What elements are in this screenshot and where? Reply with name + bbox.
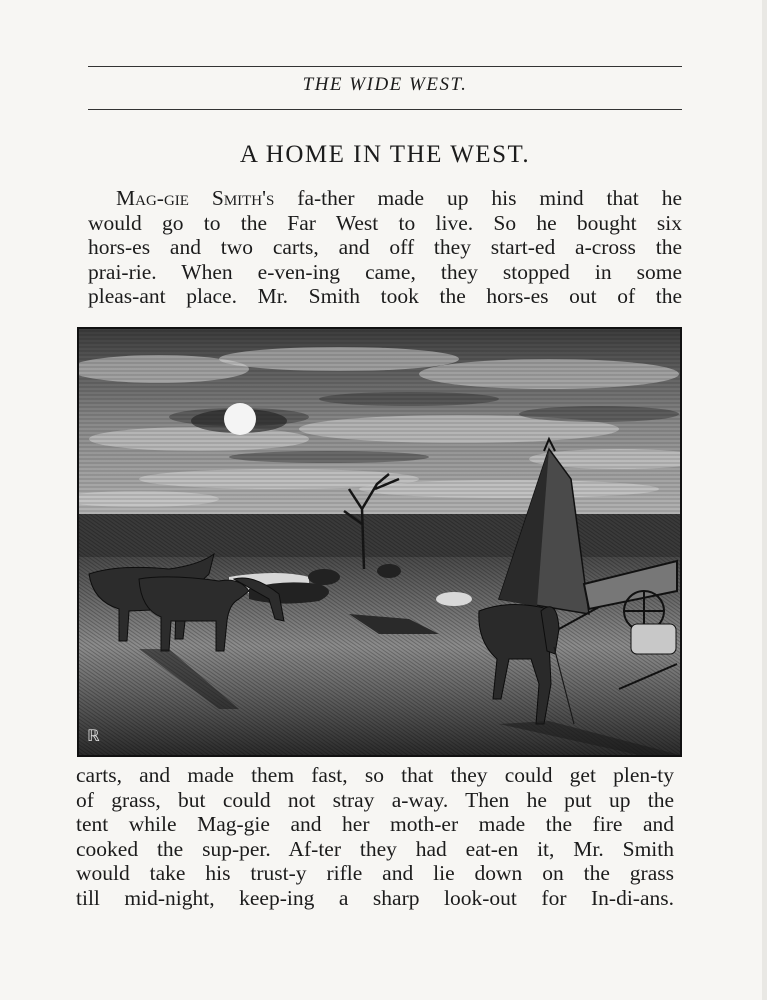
running-head: THE WIDE WEST.	[302, 74, 468, 95]
paragraph-1	[88, 186, 682, 309]
barrel	[631, 624, 676, 654]
text-line	[88, 186, 682, 211]
chapter-title: A HOME IN THE WEST.	[239, 141, 531, 168]
prairie-night-scene	[79, 329, 680, 755]
moon	[224, 403, 256, 435]
sky-hatching	[79, 329, 680, 519]
text-line: prai-rie. When e-ven-ing came, they stopped in some	[88, 259, 682, 284]
page-edge	[762, 0, 767, 1000]
text-line: would take his trust-y rifle and lie down on the grass	[76, 861, 674, 885]
text-line: cooked the sup-per. Af-ter they had eat-en it, Mr. Smith	[76, 836, 674, 861]
text-line: tent while Mag-gie and her moth-er made the fire and	[76, 812, 674, 836]
paragraph-2	[76, 763, 674, 910]
artist-monogram: ℝ	[87, 728, 100, 745]
text-line: pleas-ant place. Mr. Smith took the hors-es out of the	[88, 284, 682, 308]
text-line: till mid-night, keep-ing a sharp look-out for In-di-ans.	[76, 885, 674, 910]
engraving-illustration	[77, 327, 682, 757]
header-rule-top	[88, 66, 682, 67]
text-line: would go to the Far West to live. So he bought six	[88, 210, 682, 235]
text-line: carts, and made them fast, so that they could get plen-ty	[76, 763, 674, 787]
campfire	[436, 592, 472, 606]
header-rule-bottom	[88, 109, 682, 110]
text-line: hors-es and two carts, and off they start-ed a-cross the	[88, 235, 682, 259]
line-rest: fa-ther made up his mind that he	[274, 186, 682, 210]
text-line: of grass, but could not stray a-way. Then he put up the	[76, 787, 674, 812]
opening-words: Mag-gie Smith's	[116, 186, 275, 210]
